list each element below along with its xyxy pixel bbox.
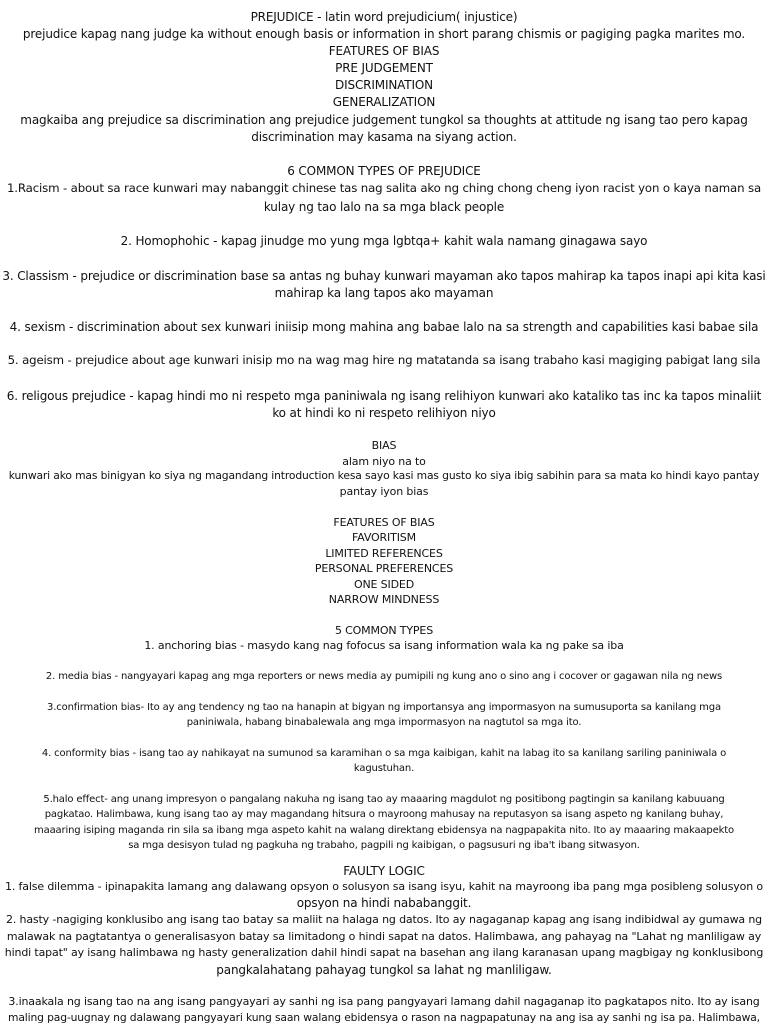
prejudice-definition: prejudice kapag nang judge ka without enough basis or information in short parang chismis or pagiging pagka marites mo. <box>22 27 746 41</box>
prejudice-type-line: 5. ageism - prejudice about age kunwari inisip mo na wag mag hire ng matatanda sa isang trabaho kasi magiging pabigat lang sila <box>7 353 761 367</box>
prejudice-type-line: 1.Racism - about sa race kunwari may nabanggit chinese tas nag salita ako ng ching chong cheng iyon racist yon o kaya naman sa <box>6 181 761 195</box>
faulty-logic-line: opsyon na hindi nababanggit. <box>296 896 472 910</box>
bias-type-line: kagustuhan. <box>353 763 415 774</box>
bias-heading: BIAS <box>371 439 397 452</box>
bias-type-line: paniniwala, habang binabalewala ang mga impormasyon na nagtutol sa mga ito. <box>186 717 582 728</box>
faulty-logic-line: 2. hasty -nagiging konklusibo ang isang tao batay sa maliit na halaga ng datos. Ito ay nagaganap kapag ang isang indibidwal ay gumawa ng <box>5 913 763 926</box>
prejudice-types-heading: 6 COMMON TYPES OF PREJUDICE <box>287 164 481 178</box>
bias-example-line: pantay iyon bias <box>339 485 429 498</box>
bias-type-line: maaaring isiping maganda rin sila sa ibang mga aspeto kahit na walang direktang ebidensya na nagpapakita nito. Ito ay maaaring makaapekto <box>34 825 734 836</box>
difference-paragraph-line: magkaiba ang prejudice sa discrimination ang prejudice judgement tungkol sa thoughts at attitude ng isang tao pero kapag <box>20 113 748 127</box>
bias-type-line: 3.confirmation bias- Ito ay ang tendency ng tao na hanapin at bigyan ng importansya ang impormasyon na sumusuporta sa kanilang mga <box>47 702 721 713</box>
prejudice-type-line: 3. Classism - prejudice or discrimination base sa antas ng buhay kunwari mayaman ako tapos mahirap ka tapos inapi api kita kasi <box>2 269 766 283</box>
faulty-logic-heading: FAULTY LOGIC <box>343 864 425 878</box>
bias-types-heading: 5 COMMON TYPES <box>334 624 434 637</box>
difference-paragraph-line: discrimination may kasama na siyang action. <box>251 130 517 144</box>
prejudice-type-line: ko at hindi ko ni respeto relihiyon niyo <box>272 406 496 420</box>
bias-features-heading: FEATURES OF BIAS <box>333 516 435 529</box>
feature-item: DISCRIMINATION <box>335 78 433 92</box>
prejudice-type-line: kulay ng tao lalo na sa mga black people <box>263 200 505 214</box>
bias-type-line: 4. conformity bias - isang tao ay nahikayat na sumunod sa karamihan o sa mga kaibigan, kahit na labag ito sa kanilang sariling paniniwala o <box>41 748 727 759</box>
bias-feature-item: ONE SIDED <box>353 578 415 591</box>
faulty-logic-line: hindi tapat" ay isang halimbawa ng hasty generalization dahil hindi sapat na basehan ang ilang karanasan upang magbigay ng konklusibong <box>4 946 764 959</box>
prejudice-type-line: 4. sexism - discrimination about sex kunwari iniisip mong mahina ang babae lalo na sa strength and capabilities kasi babae sila <box>9 320 759 334</box>
feature-item: GENERALIZATION <box>332 95 436 109</box>
faulty-logic-line: 1. false dilemma - ipinapakita lamang ang dalawang opsyon o solusyon sa isang isyu, kahit na mayroong iba pang mga posibleng solusyon o <box>5 880 763 893</box>
bias-feature-item: NARROW MINDNESS <box>328 593 440 606</box>
faulty-logic-line: 3.inaakala ng isang tao na ang isang pangyayari ay sanhi ng isa pang pangyayari lamang dahil nagaganap ito pagkatapos nito. Ito ay isang <box>8 995 760 1008</box>
prejudice-type-line: mahirap ka lang tapos ako mayaman <box>274 286 494 300</box>
bias-feature-item: FAVORITISM <box>352 531 416 544</box>
bias-type-line: sa mga desisyon tulad ng pagkuha ng trabaho, pagpili ng kaibigan, o pagsusuri ng iba't ibang sitwasyon. <box>128 840 640 851</box>
faulty-logic-line: maling pag-uugnay ng dalawang pangyayari kung saan walang ebidensya o rason na nagpapatunay na ang isa ay sanhi ng isa pa. Halimbawa, <box>8 1011 760 1024</box>
bias-example-line: kunwari ako mas binigyan ko siya ng magandang introduction kesa sayo kasi mas gusto ko siya ibig sabihin para sa mata ko hindi kayo pantay <box>8 469 760 482</box>
bias-type-line: 5.halo effect- ang unang impresyon o pangalang nakuha ng isang tao ay maaaring magdulot ng positibong pagtingin sa kanilang kabuuang <box>43 794 725 805</box>
faulty-logic-line: pangkalahatang pahayag tungkol sa lahat ng manliligaw. <box>216 963 552 977</box>
bias-feature-item: LIMITED REFERENCES <box>325 547 443 560</box>
bias-type-line: 2. media bias - nangyayari kapag ang mga reporters or news media ay pumipili ng kung ano o sino ang i cocover or gagawan nila ng news <box>45 671 723 682</box>
bias-type-line: 1. anchoring bias - masydo kang nag fofocus sa isang information wala ka ng pake sa iba <box>144 639 624 652</box>
bias-type-line: pagkatao. Halimbawa, kung isang tao ay may magandang hitsura o mayroong mahusay na reputasyon sa isang aspeto ng kanilang buhay, <box>44 809 724 820</box>
prejudice-type-line: 6. religous prejudice - kapag hindi mo ni respeto mga paniniwala ng isang relihiyon kunwari ako kataliko tas inc ka tapos minaliit <box>6 389 762 403</box>
faulty-logic-line: malawak na pagtatantya o generalisasyon batay sa limitadong o hindi sapat na datos. Halimbawa, ang pahayag na "Lahat ng manliligaw ay <box>6 930 762 943</box>
features-heading: FEATURES OF BIAS <box>328 44 440 58</box>
bias-feature-item: PERSONAL PREFERENCES <box>314 562 454 575</box>
bias-subline: alam niyo na to <box>342 455 426 468</box>
prejudice-type-line: 2. Homophohic - kapag jinudge mo yung mga lgbtqa+ kahit wala namang ginagawa sayo <box>120 234 648 248</box>
feature-item: PRE JUDGEMENT <box>335 61 433 75</box>
prejudice-title: PREJUDICE - latin word prejudicium( injustice) <box>250 10 518 24</box>
